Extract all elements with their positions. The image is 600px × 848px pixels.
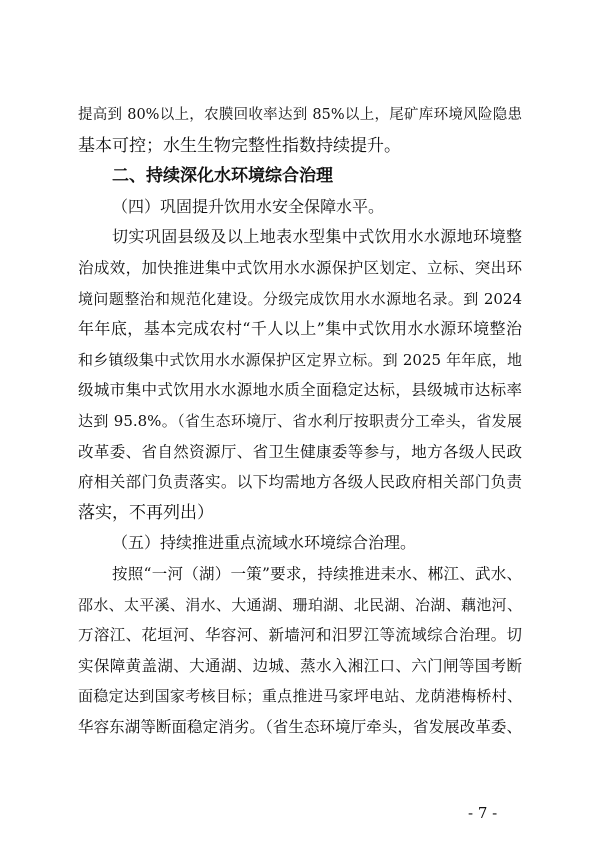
text-line: 落实，不再列出） [78,502,214,523]
document-body [78,100,522,742]
section-heading: 二、持续深化水环境综合治理 [112,166,333,187]
text-line: 万溶江、花垣河、华容河、新墙河和汨罗江等流域综合治理。切 [78,626,522,645]
text-line: 境问题整治和规范化建设。分级完成饮用水水源地名录。到 2024 [78,289,522,308]
text-line: 实保障黄盖湖、大通湖、边城、蒸水入湘江口、六门闸等国考断 [78,656,522,675]
text-line: 级城市集中式饮用水水源地水质全面稳定达标，县级城市达标率 [78,381,522,400]
text-line: 达到 95.8%。（省生态环境厅、省水利厅按职责分工牵头，省发展 [78,411,522,430]
text-line: 按照“一河（湖）一策”要求，持续推进耒水、郴江、武水、 [112,564,522,583]
text-line: 提高到 80%以上，农膜回收率达到 85%以上，尾矿库环境风险隐患 [78,107,522,123]
text-line: 切实巩固县级及以上地表水型集中式饮用水水源地环境整 [112,227,522,247]
text-line: 府相关部门负责落实。以下均需地方各级人民政府相关部门负责 [78,473,522,492]
text-line: 和乡镇级集中式饮用水水源保护区定界立标。到 2025 年年底，地 [78,350,522,369]
subsection-heading: （四）巩固提升饮用水安全保障水平。 [112,196,385,216]
text-line: 面稳定达到国家考核目标；重点推进马家坪电站、龙荫港梅桥村、 [78,687,522,706]
text-line: 基本可控；水生生物完整性指数持续提升。 [78,135,401,156]
text-line: 改革委、省自然资源厅、省卫生健康委等参与，地方各级人民政 [78,442,522,461]
text-line: 治成效，加快推进集中式饮用水水源保护区划定、立标、突出环 [78,258,522,277]
text-line: 华容东湖等断面稳定消劣。（省生态环境厅牵头，省发展改革委、 [78,717,522,736]
text-line: 邵水、太平溪、涓水、大通湖、珊珀湖、北民湖、冶湖、藕池河、 [78,595,522,614]
subsection-heading: （五）持续推进重点流域水环境综合治理。 [112,533,417,553]
page-number: - 7 - [468,804,498,822]
text-line: 年年底，基本完成农村“千人以上”集中式饮用水水源环境整治 [78,319,522,339]
